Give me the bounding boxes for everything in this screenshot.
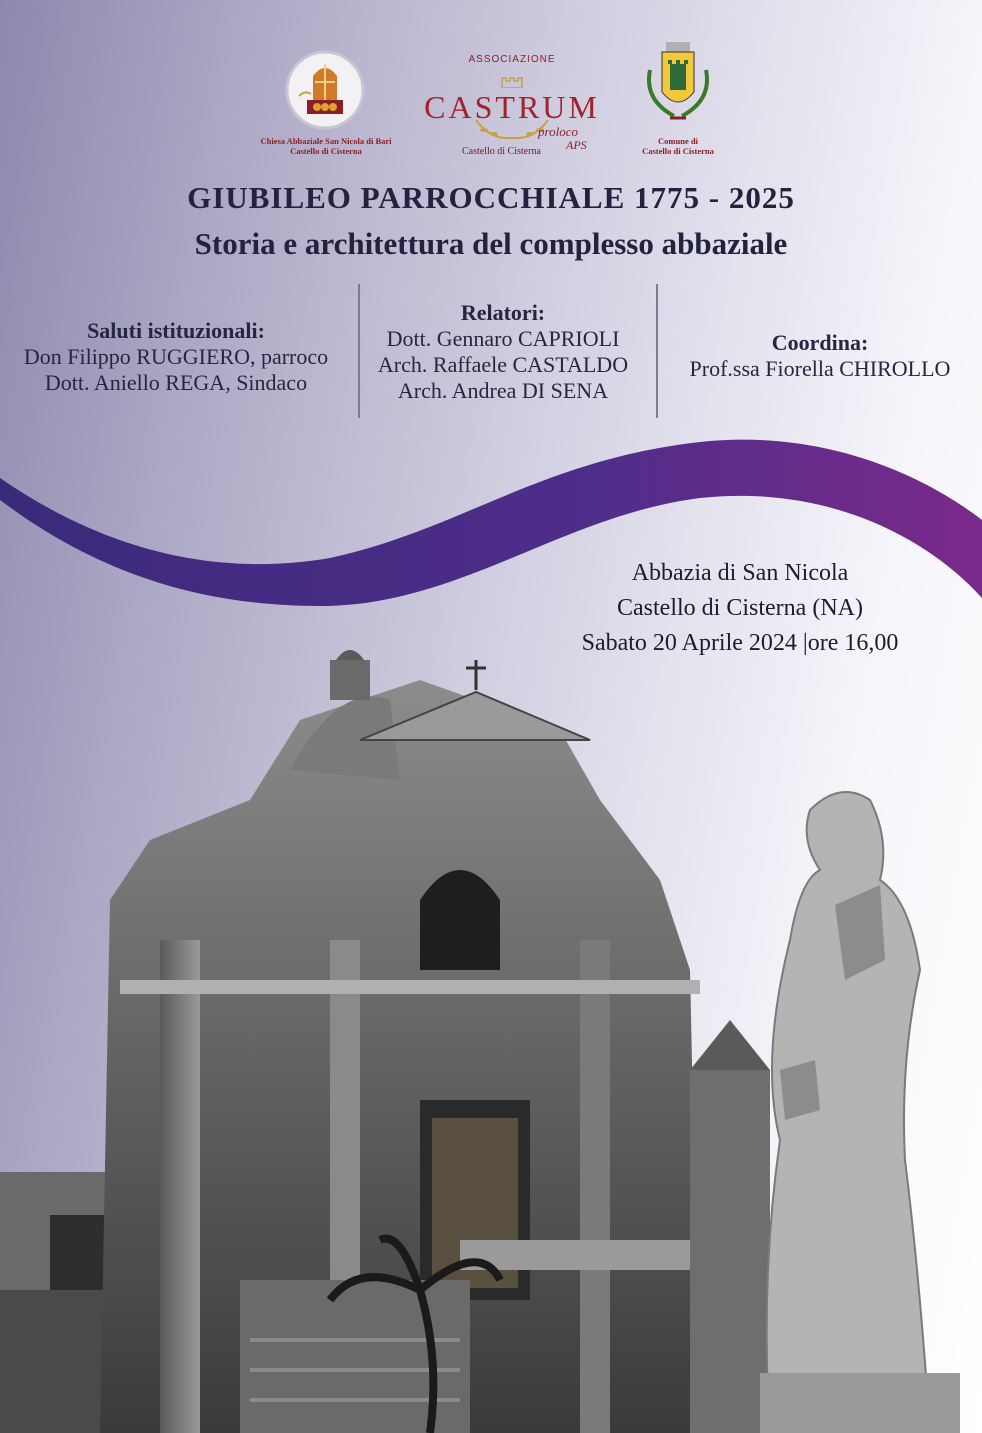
municipality-logo xyxy=(628,40,728,160)
greetings-column xyxy=(0,318,352,396)
venue-town: Castello di Cisterna (NA) xyxy=(617,595,863,621)
greetings-header: Saluti istituzionali: xyxy=(87,318,265,343)
coordinator-header: Coordina: xyxy=(771,330,869,355)
column-divider xyxy=(656,284,658,418)
greetings-line: Dott. Aniello REGA, Sindaco xyxy=(44,370,308,395)
castrum-name: CASTRUM xyxy=(424,89,600,125)
church-logo-line2: Castello di Cisterna xyxy=(290,146,362,156)
castrum-logo xyxy=(412,52,612,162)
speaker-line: Dott. Gennaro CAPRIOLI xyxy=(386,326,620,351)
speakers-column xyxy=(362,300,644,404)
page-title: GIUBILEO PARROCCHIALE 1775 - 2025 xyxy=(187,180,795,215)
castle-crest-icon xyxy=(638,40,718,130)
page-subtitle: Storia e architettura del complesso abbaziale xyxy=(194,226,788,261)
castrum-association-label: ASSOCIAZIONE xyxy=(468,54,556,65)
church-logo xyxy=(252,50,400,160)
castrum-aps: APS xyxy=(566,138,587,152)
castrum-town: Castello di Cisterna xyxy=(462,146,541,157)
coordinator-column xyxy=(662,330,978,382)
church-logo-line1: Chiesa Abbaziale San Nicola di Bari xyxy=(260,136,392,146)
column-divider xyxy=(358,284,360,418)
castle-tower-icon xyxy=(500,74,524,88)
coordinator-line: Prof.ssa Fiorella CHIROLLO xyxy=(689,356,951,381)
speaker-line: Arch. Raffaele CASTALDO xyxy=(377,352,629,377)
speakers-header: Relatori: xyxy=(460,300,546,325)
venue-datetime: Sabato 20 Aprile 2024 |ore 16,00 xyxy=(581,630,899,656)
speaker-line: Arch. Andrea DI SENA xyxy=(397,378,609,403)
abbey-church-photo xyxy=(0,640,982,1433)
venue-name: Abbazia di San Nicola xyxy=(631,560,849,586)
municipality-line2: Castello di Cisterna xyxy=(642,146,714,156)
bishop-mitre-icon xyxy=(285,50,365,130)
municipality-line1: Comune di xyxy=(658,136,698,146)
castrum-proloco: proloco xyxy=(538,124,578,139)
greetings-line: Don Filippo RUGGIERO, parroco xyxy=(23,344,329,369)
